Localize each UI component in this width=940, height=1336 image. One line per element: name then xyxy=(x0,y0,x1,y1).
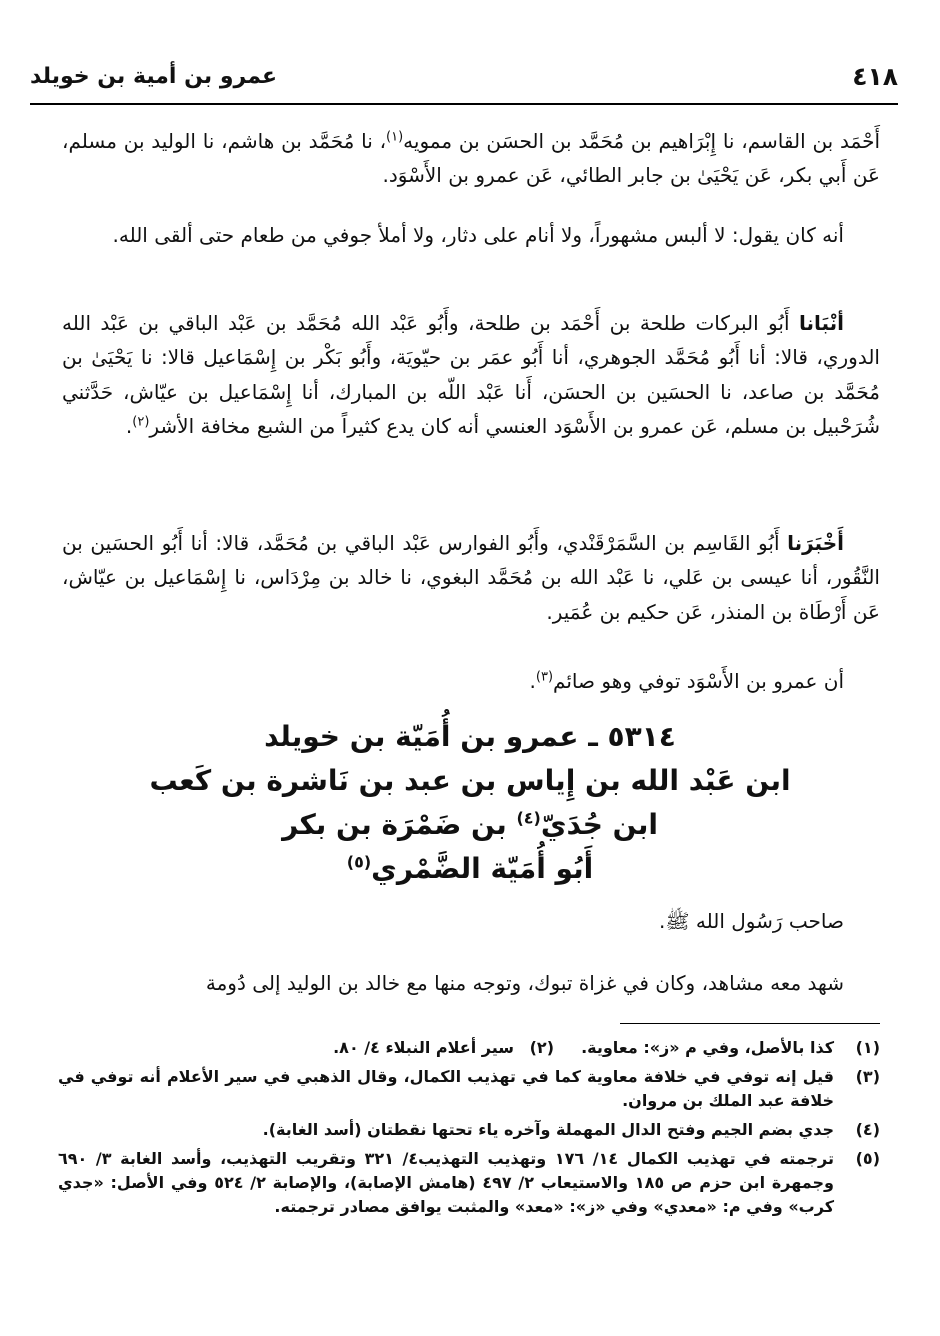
header-title: عمرو بن أمية بن خويلد xyxy=(30,64,277,89)
paragraph-text: أَبُو القَاسِم بن السَّمَرْقَنْدي، وأَبُو الفوارس عَبْد الباقي بن مُحَمَّد، قالا: أنا أَبُو الحسَين بن النَّقُور، أنا عيسى بن عَلي، نا عَبْد الله بن مُحَمَّد البغوي، نا خالد بن مِرْدَاس، نا إِسْمَاعيل بن عيّاش، عَن أَرْطَاة بن المنذر، عَن حكيم بن عُمَير. xyxy=(62,531,880,624)
paragraph-text: أنه كان يقول: لا ألبس مشهوراً، ولا أنام على دثار، ولا أملأ جوفي من طعام حتى ألقى الله. xyxy=(112,223,844,247)
footnote-ref: (٥) xyxy=(346,852,372,872)
footnote-number: (٣) xyxy=(855,1067,880,1086)
footnote-number: (٥) xyxy=(855,1149,880,1168)
page-number: ٤١٨ xyxy=(852,62,898,91)
paragraph-3 xyxy=(62,306,880,444)
entry-title-line-2: ابن عَبْد الله بن إِياس بن عبد بن نَاشرة بن كَعب xyxy=(149,764,791,797)
paragraph-end: . xyxy=(125,414,133,439)
paragraph-text: شهد معه مشاهد، وكان في غزاة تبوك، وتوجه منها مع خالد بن الوليد إلى دُومة xyxy=(205,971,844,995)
footnote-4 xyxy=(58,1118,880,1142)
footnote-text: سير أعلام النبلاء ٤/ ٨٠. xyxy=(333,1038,514,1057)
footnote-ref: (٢) xyxy=(132,414,150,430)
paragraph-6 xyxy=(62,904,880,938)
entry-title xyxy=(60,715,880,891)
footnote-text: جدي بضم الجيم وفتح الدال المهملة وآخره ياء تحتها نقطتان (أسد الغابة). xyxy=(262,1120,834,1139)
footnotes xyxy=(58,1036,880,1224)
paragraph-4 xyxy=(62,526,880,629)
paragraph-text: أَبُو البركات طلحة بن أَحْمَد بن طلحة، وأَبُو عَبْد الله مُحَمَّد بن عَبْد الباقي بن عَبْد الله الدوري، قالا: أنا أَبُو مُحَمَّد الجوهري، أنا أَبُو عمَر بن حيّويَة، وأَبُو بَكْر بن إِسْمَاعيل قالا: نا يَحْيَىٰ بن مُحَمَّد بن صاعد، نا الحسَين بن الحسَن، أَنا عَبْد اللّه بن المبارك، أنا إِسْمَاعيل بن عيّاش، حَدَّثني شُرَحْبيل بن مسلم، عَن عمرو بن الأَسْوَد العنسي أنه كان يدع كثيراً من الشبع مخافة الأشر xyxy=(62,311,880,439)
title-text: ابن جُدَيّ xyxy=(540,808,658,841)
footnote-number: (٢) xyxy=(529,1038,554,1057)
entry-title-line-1: ٥٣١٤ ـ عمرو بن أُمَيّة بن خويلد xyxy=(264,720,676,753)
paragraph-1 xyxy=(62,124,880,193)
footnote-ref: (٣) xyxy=(535,669,554,685)
paragraph-text: أَحْمَد بن القاسم، نا إِبْرَاهيم بن مُحَمَّد بن الحسَن بن ممويه xyxy=(403,129,881,153)
chain-lead-word: أَخْبَرَنا xyxy=(787,531,844,555)
title-text: بن ضَمْرَة بن بكر xyxy=(282,808,517,841)
footnote-number: (٤) xyxy=(855,1120,880,1139)
footnote-text: كذا بالأصل، وفي م «ز»: معاوية. xyxy=(581,1038,834,1057)
paragraph-text: صاحب رَسُول الله ﷺ. xyxy=(659,909,844,933)
chain-lead-word: أنْبَانا xyxy=(798,311,844,335)
entry-title-line-4 xyxy=(60,847,880,891)
paragraph-text: أن عمرو بن الأَسْوَد توفي وهو صائم xyxy=(553,669,844,693)
paragraph-7 xyxy=(62,966,880,1000)
footnote-3 xyxy=(58,1065,880,1113)
footnote-ref: (١) xyxy=(386,129,404,145)
footnote-5 xyxy=(58,1147,880,1219)
paragraph-2 xyxy=(62,218,880,252)
footnote-text: قيل إنه توفي في خلافة معاوية كما في تهذيب الكمال، وقال الذهبي في سير الأعلام أنه توفي في خلافة عبد الملك بن مروان. xyxy=(58,1067,834,1110)
paragraph-text: ، نا مُحَمَّد بن هاشم، نا الوليد بن مسلم، عَن أَبي بكر، عَن يَحْيَىٰ بن جابر الطائي، عَن عمرو بن الأَسْوَد. xyxy=(62,129,880,188)
footnote-text: ترجمته في تهذيب الكمال ١٤/ ١٧٦ وتهذيب التهذيب٤/ ٣٢١ وتقريب التهذيب، وأسد الغابة ٣/ ٦٩٠ وجمهرة ابن حزم ص ١٨٥ والاستيعاب ٢/ ٤٩٧ (هامش الإصابة)، والإصابة ٢/ ٥٢٤ وفي الأصل: «جدي كرب» وفي م: «معدي» وفي «ز»: «معد» والمثبت يوافق مصادر ترجمته. xyxy=(58,1149,835,1216)
header-divider xyxy=(30,103,898,105)
paragraph-5 xyxy=(62,664,880,698)
footnote-number: (١) xyxy=(855,1038,880,1057)
footnote-divider xyxy=(620,1023,880,1024)
footnote-ref: (٤) xyxy=(516,808,541,828)
paragraph-end: . xyxy=(529,669,536,693)
title-text: أَبُو أُمَيّة الضَّمْري xyxy=(371,852,594,885)
running-header xyxy=(30,62,898,98)
footnote-1-2 xyxy=(58,1036,880,1060)
entry-title-line-3 xyxy=(60,803,880,847)
